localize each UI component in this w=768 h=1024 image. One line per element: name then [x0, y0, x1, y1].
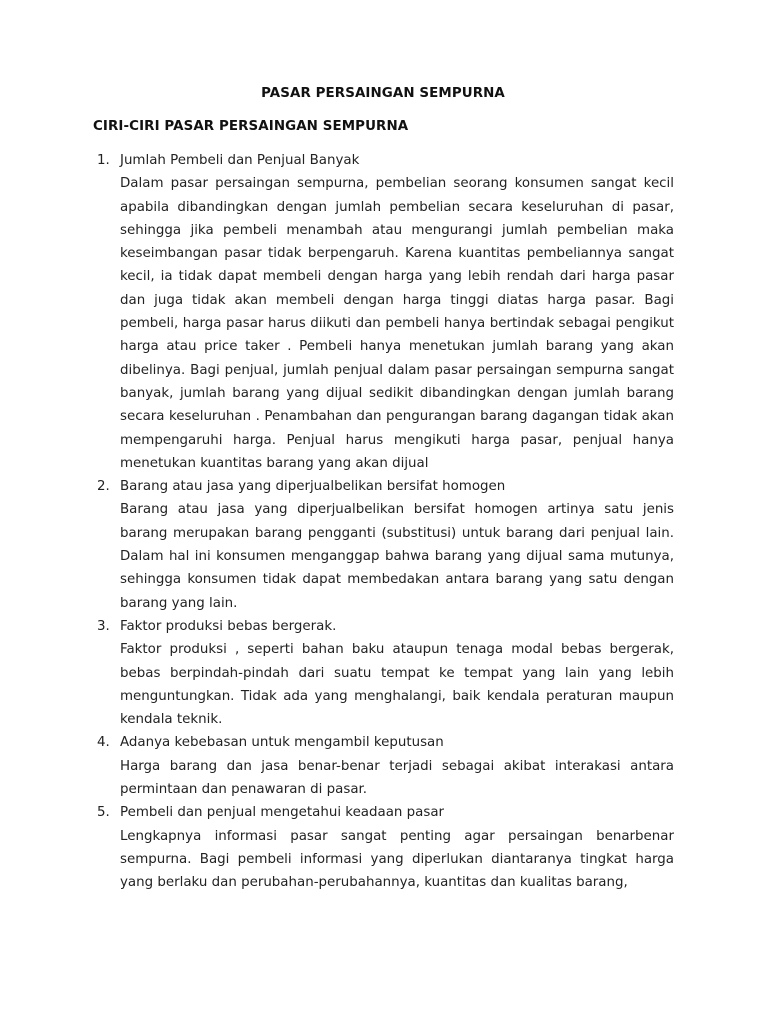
list-item-title: Adanya kebebasan untuk mengambil keputusan [120, 735, 444, 751]
characteristics-list [93, 149, 674, 895]
list-item-body: Harga barang dan jasa benar-benar terjadi sebagai akibat interakasi antara permintaan dan penawaran di pasar. [120, 758, 674, 798]
list-item-body: Faktor produksi , seperti bahan baku ataupun tenaga modal bebas bergerak, bebas berpindah-pindah dari suatu tempat ke tempat yang lain yang lebih menguntungkan. Tidak ada yang menghalangi, baik kendala peraturan maupun kendala teknik. [120, 642, 674, 728]
list-item-body: Dalam pasar persaingan sempurna, pembelian seorang konsumen sangat kecil apabila dibandingkan dengan jumlah pembelian secara keseluruhan di pasar, sehingga jika pembeli menambah atau mengurangi jumlah pembelian maka keseimbangan pasar tidak berpengaruh. Karena kuantitas pembeliannya sangat kecil, ia tidak dapat membeli dengan harga yang lebih rendah dari harga pasar dan juga tidak akan membeli dengan harga tinggi diatas harga pasar. Bagi pembeli, harga pasar harus diikuti dan pembeli hanya bertindak sebagai pengikut harga atau price taker . Pembeli hanya menetukan jumlah barang yang akan dibelinya. Bagi penjual, jumlah penjual dalam pasar persaingan sempurna sangat banyak, jumlah barang yang dijual sedikit dibandingkan dengan jumlah barang secara keseluruhan . Penambahan dan pengurangan barang dagangan tidak akan mempengaruhi harga. Penjual harus mengikuti harga pasar, penjual hanya menetukan kuantitas barang yang akan dijual [120, 176, 674, 471]
list-item [93, 475, 674, 615]
list-item [93, 149, 674, 475]
list-item-number: 5. [97, 805, 110, 821]
list-item-number: 4. [97, 735, 110, 751]
list-item-title: Barang atau jasa yang diperjualbelikan bersifat homogen [120, 479, 506, 495]
list-item-number: 3. [97, 618, 110, 634]
list-item-body: Lengkapnya informasi pasar sangat penting agar persaingan benarbenar sempurna. Bagi pembeli informasi yang diperlukan diantaranya tingkat harga yang berlaku dan perubahan-perubahannya, kuantitas dan kualitas barang, [120, 828, 674, 891]
list-item-title: Pembeli dan penjual mengetahui keadaan pasar [120, 805, 445, 821]
list-item-title: Faktor produksi bebas bergerak. [120, 618, 337, 634]
section-heading: CIRI-CIRI PASAR PERSAINGAN SEMPURNA [93, 119, 409, 134]
list-item [93, 615, 674, 731]
list-item-body: Barang atau jasa yang diperjualbelikan bersifat homogen artinya satu jenis barang merupakan barang pengganti (substitusi) untuk barang dari penjual lain. Dalam hal ini konsumen menganggap bahwa barang yang dijual sama mutunya, sehingga konsumen tidak dapat membedakan antara barang yang satu dengan barang yang lain. [120, 502, 674, 611]
document-title: PASAR PERSAINGAN SEMPURNA [261, 86, 505, 101]
list-item-number: 1. [97, 153, 110, 168]
list-item [93, 731, 674, 801]
list-item-title: Jumlah Pembeli dan Penjual Banyak [120, 153, 360, 168]
list-item [93, 801, 674, 894]
list-item-number: 2. [97, 479, 110, 495]
